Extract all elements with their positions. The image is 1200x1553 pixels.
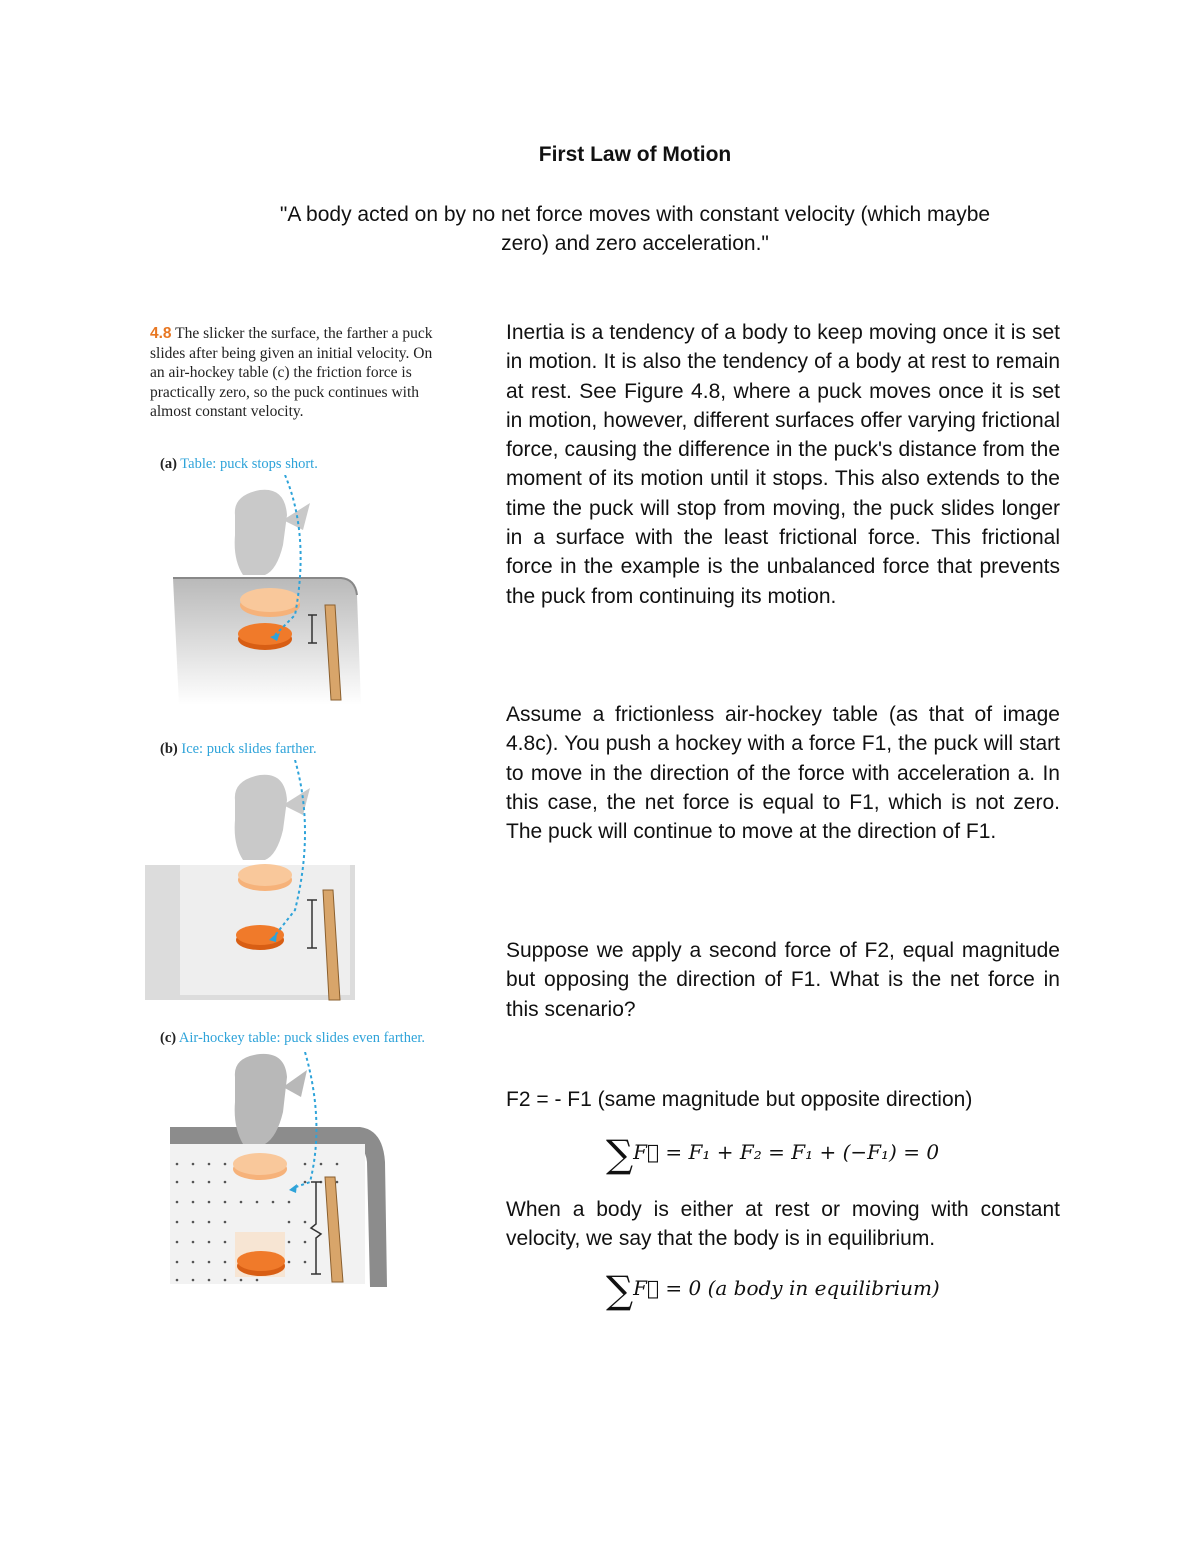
first-law-quote (230, 200, 1040, 258)
f2-statement: F2 = - F1 (same magnitude but opposite direction) (506, 1088, 973, 1111)
sigma-symbol: ∑ (606, 1132, 634, 1176)
quote-line-2: zero) and zero acceleration." (501, 232, 769, 255)
figure-number: 4.8 (150, 325, 172, 342)
panel-a-label: (a) Table: puck stops short. (160, 456, 318, 472)
equilibrium-equation: ∑F⃗ = 0 (a body in equilibrium) (606, 1268, 940, 1312)
net-force-equation: ∑F⃗ = F₁ + F₂ = F₁ + (−F₁) = 0 (606, 1132, 940, 1176)
panel-b-label: (b) Ice: puck slides farther. (160, 741, 317, 757)
sigma-symbol: ∑ (606, 1268, 634, 1312)
figure-caption-text: The slicker the surface, the farther a puck slides after being given an initial velocity. On an air-hockey table (c) the friction force is practically zero, so the puck continues with almost constant velocity. (150, 325, 433, 421)
page-title: First Law of Motion (538, 143, 732, 166)
panel-c-label: (c) Air-hockey table: puck slides even farther. (160, 1030, 426, 1046)
panel-b-illustration (145, 760, 360, 1005)
equilibrium-paragraph: When a body is either at rest or moving with constant velocity, we say that the body is in equilibrium. (506, 1198, 1060, 1251)
figure-caption (150, 324, 448, 422)
frictionless-paragraph: Assume a frictionless air-hockey table (as that of image 4.8c). You push a hockey with a force F1, the puck will start to move in the direction of the force with acceleration a. In this case, the net force is equal to F1, which is not zero. The puck will continue to move at the direction of F1. (506, 703, 1060, 844)
panel-c-illustration (165, 1052, 390, 1292)
second-force-paragraph: Suppose we apply a second force of F2, equal magnitude but opposing the direction of F1. What is the net force in this scenario? (506, 939, 1060, 1021)
panel-a-illustration (165, 475, 365, 715)
quote-line-1: "A body acted on by no net force moves with constant velocity (which maybe (279, 203, 991, 226)
inertia-paragraph: Inertia is a tendency of a body to keep moving once it is set in motion. It is also the tendency of a body at rest to remain at rest. See Figure 4.8, where a puck moves once it is set in motion, however, different surfaces offer varying frictional force, causing the difference in the puck's distance from the moment of its motion until it stops. This also extends to the time the puck will stop from moving, the puck slides longer in a surface with the least frictional force. This frictional force in the example is the unbalanced force that prevents the puck from continuing its motion. (506, 321, 1060, 608)
